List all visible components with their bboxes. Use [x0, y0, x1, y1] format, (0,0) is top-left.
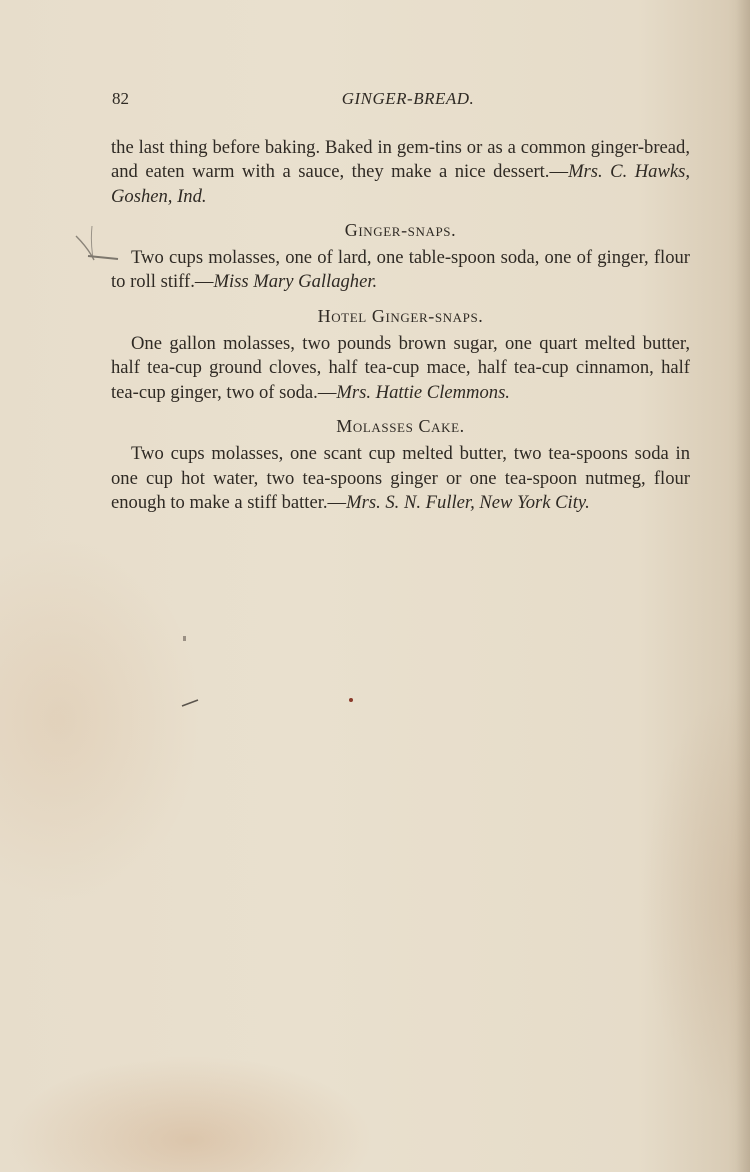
- paragraph-text: Two cups molasses, one of lard, one table-spoon soda, one of ginger, flour to roll stiff.—: [111, 247, 690, 293]
- recipe-title: Hotel Ginger-snaps.: [317, 305, 484, 326]
- running-head: [112, 89, 690, 115]
- paragraph-text: Two cups molasses, one scant cup melted butter, two tea-spoons soda in one cup hot water, two tea-spoons ginger or one tea-spoon nutmeg, flour enough to make a stiff batter.—: [111, 443, 690, 513]
- recipe-title: Molasses Cake.: [336, 415, 465, 436]
- paragraph-text: One gallon molasses, two pounds brown sugar, one quart melted butter, half tea-cup ground cloves, half tea-cup mace, half tea-cup cinnamon, half tea-cup ginger, two of soda.—: [111, 333, 690, 403]
- page-number: 82: [112, 89, 129, 108]
- recipe-paragraph: [111, 332, 690, 405]
- recipe-credit: Miss Mary Gallagher.: [213, 271, 378, 293]
- recipe-credit: Mrs. S. N. Fuller, New York City.: [346, 491, 590, 513]
- ink-speck: [180, 696, 202, 710]
- continuation-paragraph: [111, 136, 690, 209]
- recipe-credit: Mrs. C. Hawks, Goshen, Ind.: [111, 161, 690, 207]
- paragraph-text: the last thing before baking. Baked in gem-tins or as a common ginger-bread, and eaten warm with a sauce, they make a nice dessert.—: [111, 137, 690, 183]
- recipe-credit: Mrs. Hattie Clemmons.: [336, 381, 510, 403]
- page-edge-shadow: [736, 0, 750, 1172]
- ink-dot: [349, 698, 353, 702]
- running-title: GINGER-BREAD.: [341, 89, 475, 108]
- page-body: [111, 136, 690, 515]
- paper-speck: [183, 636, 186, 641]
- recipe-paragraph: [111, 442, 690, 515]
- recipe-paragraph: [111, 246, 690, 295]
- recipe-title: Ginger-snaps.: [344, 219, 457, 240]
